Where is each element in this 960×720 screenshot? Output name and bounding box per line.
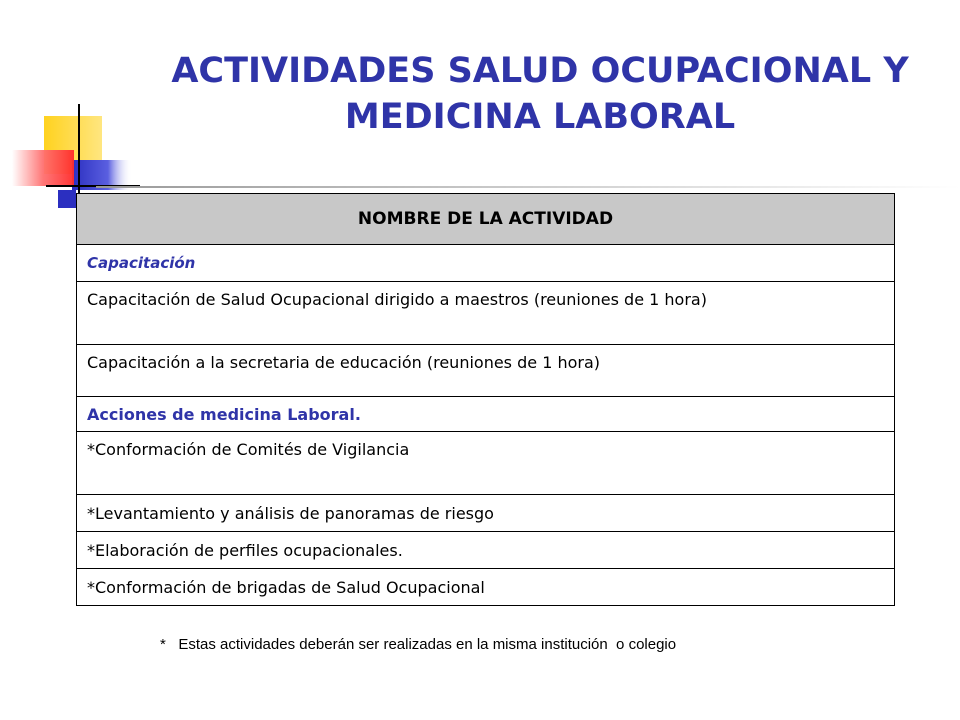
title-line-1: ACTIVIDADES SALUD OCUPACIONAL Y — [171, 51, 909, 91]
activities-table — [76, 193, 895, 606]
table-row — [77, 432, 895, 495]
table-row — [77, 569, 895, 606]
activity-cell: Capacitación a la secretaria de educación (reuniones de 1 hora) — [77, 345, 895, 397]
table-row — [77, 495, 895, 532]
table-row — [77, 282, 895, 345]
slide-title — [120, 48, 960, 140]
deco-red-block — [12, 150, 74, 186]
activity-cell: *Conformación de Comités de Vigilancia — [77, 432, 895, 495]
activity-cell: Capacitación de Salud Ocupacional dirigido a maestros (reuniones de 1 hora) — [77, 282, 895, 345]
title-rule — [96, 186, 960, 188]
activity-cell: *Levantamiento y análisis de panoramas de riesgo — [77, 495, 895, 532]
table-row-section-capacitacion — [77, 245, 895, 282]
table-row — [77, 345, 895, 397]
footnote: * Estas actividades deberán ser realizadas en la misma institución o colegio — [160, 636, 677, 653]
section-cell: Capacitación — [77, 245, 895, 282]
section-cell: Acciones de medicina Laboral. — [77, 397, 895, 432]
table-row-section-medicina — [77, 397, 895, 432]
table-header-row — [77, 194, 895, 245]
activity-cell: *Elaboración de perfiles ocupacionales. — [77, 532, 895, 569]
table-header: NOMBRE DE LA ACTIVIDAD — [77, 194, 895, 245]
activity-cell: *Conformación de brigadas de Salud Ocupacional — [77, 569, 895, 606]
title-line-2: MEDICINA LABORAL — [344, 97, 736, 137]
table-row — [77, 532, 895, 569]
deco-blue-square — [58, 190, 76, 208]
